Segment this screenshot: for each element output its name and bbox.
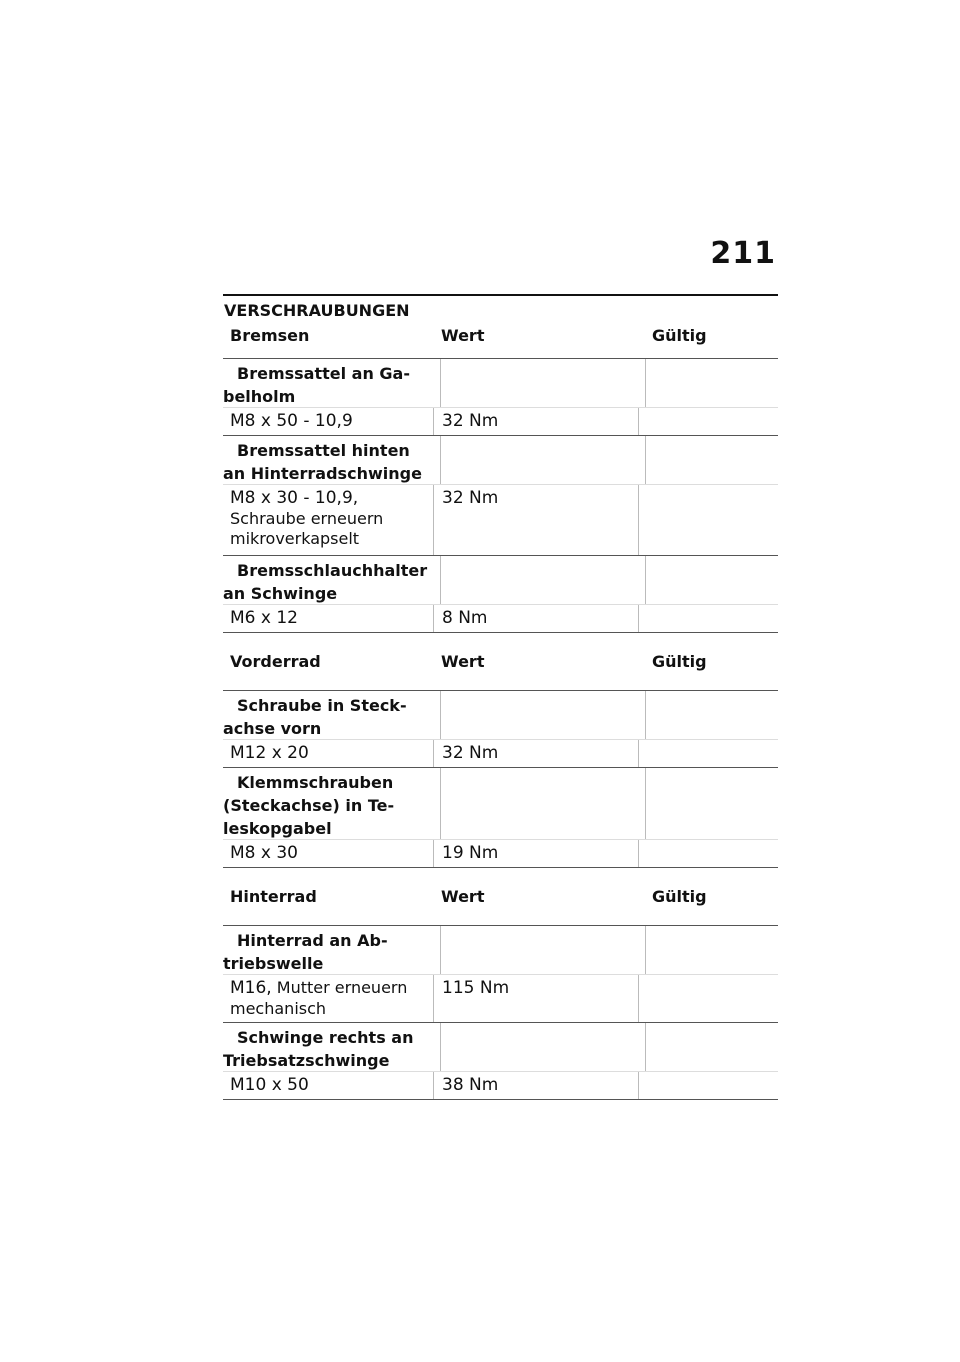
section-heading: VERSCHRAUBUNGEN [223, 294, 778, 326]
table-row [223, 768, 778, 840]
header-value: Wert [441, 887, 485, 906]
item-label: Schwinge rechts an Triebsatzschwinge [223, 1028, 414, 1070]
table-row [223, 605, 778, 633]
table-row [223, 1072, 778, 1100]
item-spec: M10 x 50 [230, 1075, 309, 1095]
item-label: Klemmschrauben (Steckachse) in Te- leskopgabel [223, 773, 395, 838]
header-valid: Gültig [652, 326, 707, 345]
header-category: Hinterrad [230, 887, 317, 906]
header-category: Vorderrad [230, 652, 321, 671]
item-value: 8 Nm [433, 605, 638, 632]
item-spec: M6 x 12 [230, 608, 298, 628]
table-vorderrad [223, 633, 778, 868]
table-row [223, 359, 778, 408]
table-row [223, 740, 778, 768]
header-valid: Gültig [652, 652, 707, 671]
item-label: Hinterrad an Ab- triebswelle [223, 931, 388, 973]
item-spec: M8 x 30 [230, 843, 298, 863]
table-row [223, 408, 778, 436]
table-hinterrad [223, 868, 778, 1100]
table-row [223, 691, 778, 740]
header-value: Wert [441, 652, 485, 671]
item-spec: M8 x 50 - 10,9 [230, 411, 353, 431]
item-note: Mutter erneuern mechanisch [230, 978, 408, 1018]
item-value: 19 Nm [433, 840, 638, 867]
table-row [223, 556, 778, 605]
item-spec: M16, Mutter erneuern mechanisch [230, 978, 408, 1018]
item-value: 32 Nm [433, 485, 638, 555]
item-spec: M8 x 30 - 10,9, Schraube erneuern mikroverkapselt [223, 485, 433, 555]
table-header [223, 868, 778, 926]
table-bremsen [223, 326, 778, 633]
table-row [223, 436, 778, 485]
page-number: 211 [710, 236, 776, 271]
table-row [223, 840, 778, 868]
table-row [223, 1023, 778, 1072]
item-value: 38 Nm [433, 1072, 638, 1099]
table-row [223, 926, 778, 975]
item-label: Schraube in Steck- achse vorn [223, 696, 407, 738]
item-label: Bremsschlauchhalter an Schwinge [223, 561, 428, 603]
item-label: Bremssattel an Ga- belholm [223, 364, 410, 406]
item-label: Bremssattel hinten an Hinterradschwinge [223, 441, 422, 483]
item-spec: M12 x 20 [230, 743, 309, 763]
header-value: Wert [441, 326, 485, 345]
torque-content [223, 294, 778, 1100]
item-value: 32 Nm [433, 740, 638, 767]
item-value: 32 Nm [433, 408, 638, 435]
table-row [223, 485, 778, 556]
item-value: 115 Nm [433, 975, 638, 1022]
item-note: Schraube erneuern mikroverkapselt [230, 509, 384, 548]
table-row [223, 975, 778, 1023]
table-header [223, 326, 778, 359]
header-valid: Gültig [652, 887, 707, 906]
header-category: Bremsen [230, 326, 310, 345]
table-header [223, 633, 778, 691]
